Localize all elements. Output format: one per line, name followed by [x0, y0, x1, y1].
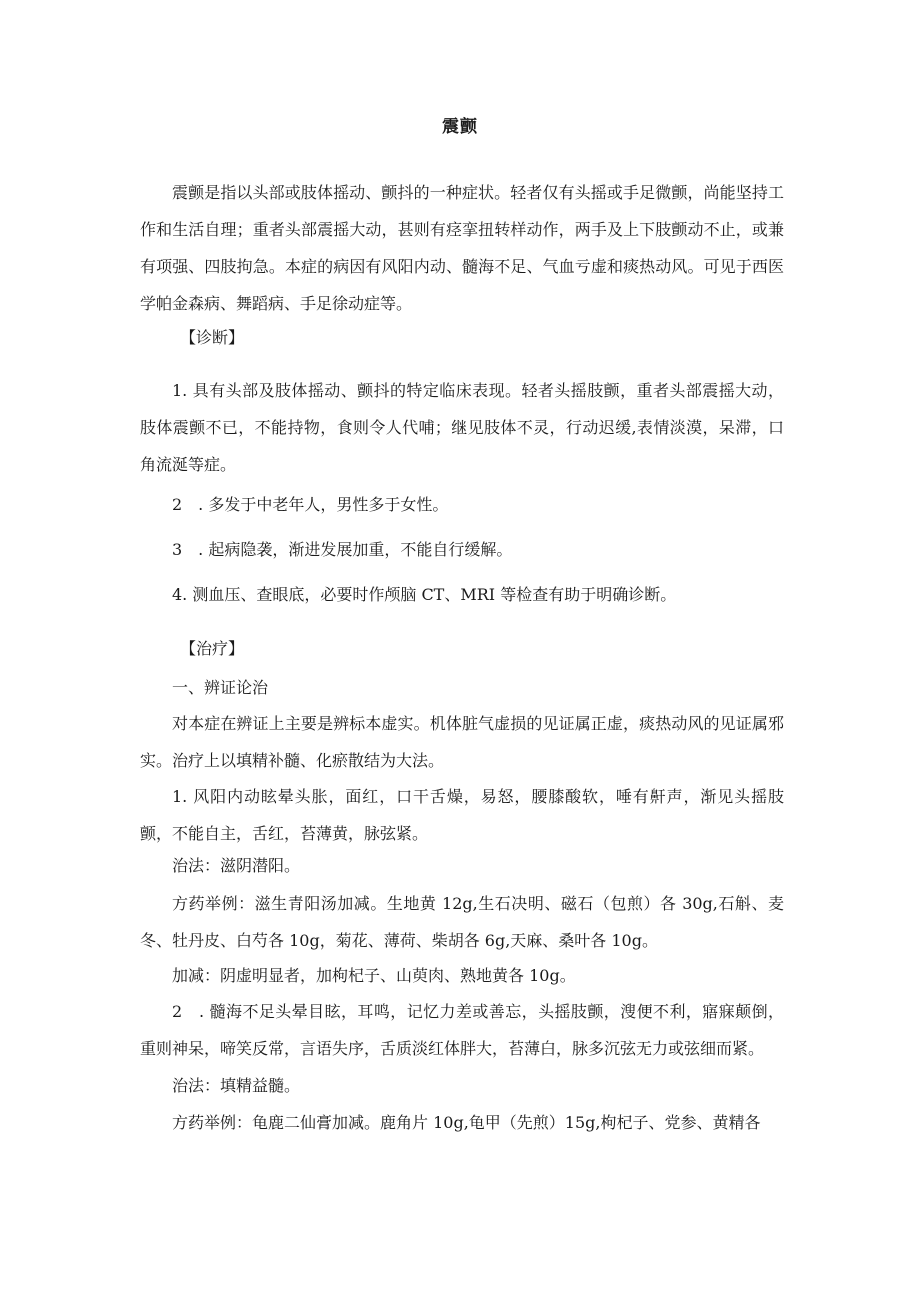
page-title: 震颤 [442, 117, 478, 137]
type2-description: 2 . 髓海不足头晕目眩，耳鸣，记忆力差或善忘，头摇肢颤，溲便不利，寤寐颠倒，重则神呆，啼笑反常，言语失序，舌质淡红体胖大，苔薄白，脉多沉弦无力或弦细而紧。 [140, 1002, 784, 1058]
type1-modification: 加减：阴虚明显者，加枸杞子、山萸肉、熟地黄各 10g。 [172, 966, 576, 985]
diagnosis-item-4: 4. 测血压、查眼底，必要时作颅脑 CT、MRI 等检查有助于明确诊断。 [172, 585, 677, 604]
diagnosis-item-1: 1. 具有头部及肢体摇动、颤抖的特定临床表现。轻者头摇肢颤，重者头部震摇大动，肢体震颤不已，不能持物，食则令人代哺；继见肢体不灵，行动迟缓,表情淡漠，呆滞，口角流涎等症。 [140, 381, 784, 474]
type1-description: 1. 风阳内动眩晕头胀，面红，口干舌燥，易怒，腰膝酸软，唾有鼾声，渐见头摇肢颤，不能自主，舌红，苔薄黄，脉弦紧。 [140, 787, 784, 843]
type1-method: 治法：滋阴潜阳。 [172, 856, 301, 875]
intro-paragraph: 震颤是指以头部或肢体摇动、颤抖的一种症状。轻者仅有头摇或手足微颤，尚能坚持工作和生活自理；重者头部震摇大动，甚则有痉挛扭转样动作，两手及上下肢颤动不止，或兼有项强、四肢拘急。本症的病因有风阳内动、髓海不足、气血亏虚和痰热动风。可见于西医学帕金森病、舞蹈病、手足徐动症等。 [140, 183, 784, 313]
diagnosis-item-2: 2 . 多发于中老年人，男性多于女性。 [172, 495, 449, 514]
treatment-subheading: 一、辨证论治 [172, 678, 269, 697]
diagnosis-heading: 【诊断】 [180, 328, 245, 347]
diagnosis-item-3: 3 . 起病隐袭，渐进发展加重，不能自行缓解。 [172, 540, 513, 559]
type2-method: 治法：填精益髓。 [172, 1076, 301, 1095]
treatment-heading: 【治疗】 [180, 639, 245, 658]
type2-prescription: 方药举例：龟鹿二仙膏加减。鹿角片 10g,龟甲（先煎）15g,枸杞子、党参、黄精各 [172, 1113, 761, 1132]
treatment-overview: 对本症在辨证上主要是辨标本虚实。机体脏气虚损的见证属正虚，痰热动风的见证属邪实。治疗上以填精补髓、化瘀散结为大法。 [140, 714, 784, 770]
type1-prescription: 方药举例：滋生青阳汤加减。生地黄 12g,生石决明、磁石（包煎）各 30g,石斛、麦冬、牡丹皮、白芍各 10g，菊花、薄荷、柴胡各 6g,天麻、桑叶各 10g。 [140, 894, 784, 950]
